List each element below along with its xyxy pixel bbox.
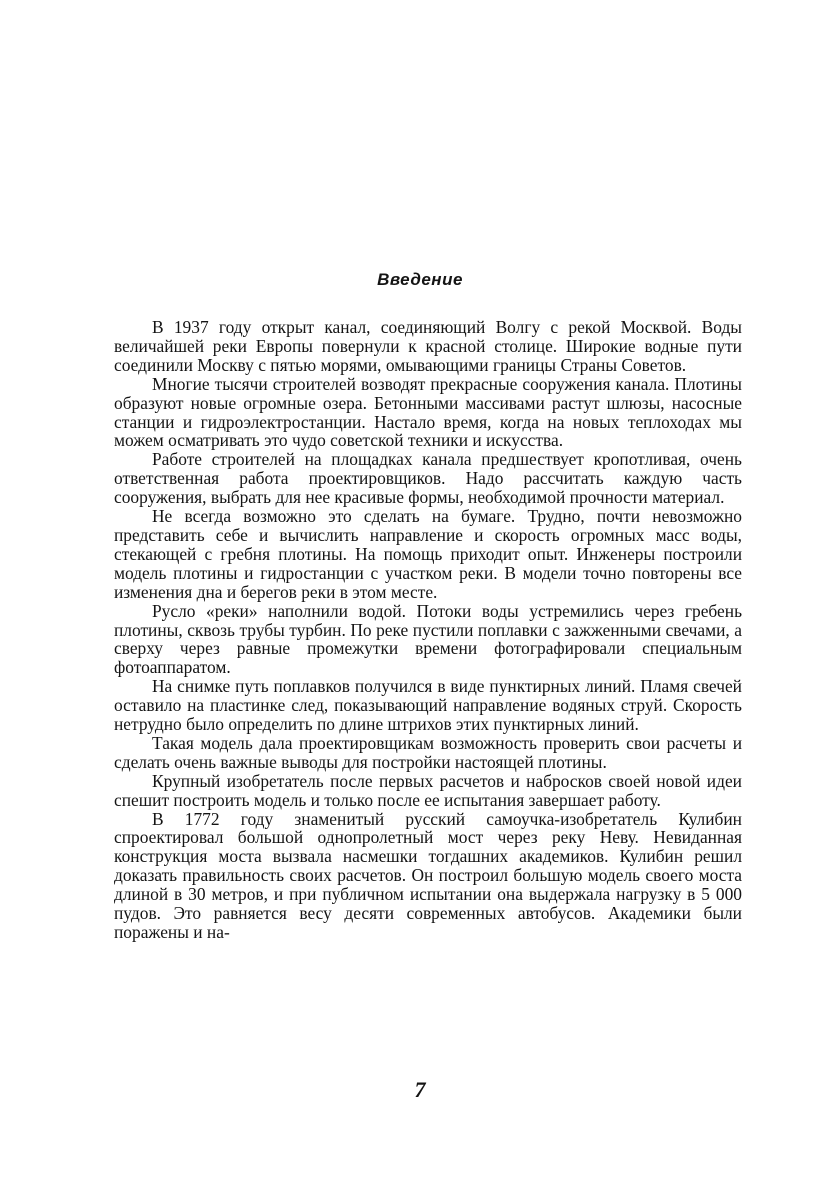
paragraph: Русло «реки» наполнили водой. Потоки воды устремились через гребень плотины, сквозь трубы турбин. По реке пустили поплавки с зажженными свечами, а сверху через равные промежутки времени фотографировали специальным фотоаппаратом. bbox=[114, 600, 742, 678]
paragraph: Крупный изобретатель после первых расчетов и набросков своей новой идеи спешит построить модель и только после ее испытания завершает работу. bbox=[114, 770, 742, 810]
paragraph: На снимке путь поплавков получился в виде пунктирных линий. Пламя свечей оставило на пластинке след, показывающий направление водяных струй. Скорость нетрудно было определить по длине штрихов этих пунктирных линий. bbox=[114, 676, 742, 735]
chapter-title: Введение bbox=[377, 270, 463, 289]
paragraph: Такая модель дала проектировщикам возможность проверить свои расчеты и сделать очень важные выводы для постройки настоящей плотины. bbox=[114, 732, 742, 772]
page-number: 7 bbox=[414, 1077, 426, 1102]
body-text bbox=[114, 318, 742, 942]
paragraph: В 1937 году открыт канал, соединяющий Волгу с рекой Москвой. Воды величайшей реки Европы повернули к красной столице. Широкие водные пути соединили Москву с пятью морями, омывающими границы Страны Советов. bbox=[114, 317, 742, 375]
paragraph: В 1772 году знаменитый русский самоучка-изобретатель Кулибин спроектировал большой однопролетный мост через реку Неву. Невиданная конструкция моста вызвала насмешки тогдашних академиков. Кулибин решил доказать правильность своих расчетов. Он построил большую модель своего моста длиной в 30 метров, и при публичном испытании она выдержала нагрузку в 5 000 пудов. Это равняется весу десяти современных автобусов. Академики были поражены и на- bbox=[114, 808, 742, 942]
paragraph: Не всегда возможно это сделать на бумаге. Трудно, почти невозможно представить себе и вычислить направление и скорость огромных масс воды, стекающей с гребня плотины. На помощь приходит опыт. Инженеры построили модель плотины и гидростанции с участком реки. В модели точно повторены все изменения дна и берегов реки в этом месте. bbox=[114, 506, 742, 602]
paragraph: Работе строителей на площадках канала предшествует кропотливая, очень ответственная работа проектировщиков. Надо рассчитать каждую часть сооружения, выбрать для нее красивые формы, необходимой прочности материал. bbox=[114, 449, 742, 508]
paragraph: Многие тысячи строителей возводят прекрасные сооружения канала. Плотины образуют новые огромные озера. Бетонными массивами растут шлюзы, насосные станции и гидроэлектростанции. Настало время, когда на новых теплоходах мы можем осматривать это чудо советской техники и искусства. bbox=[114, 373, 742, 451]
